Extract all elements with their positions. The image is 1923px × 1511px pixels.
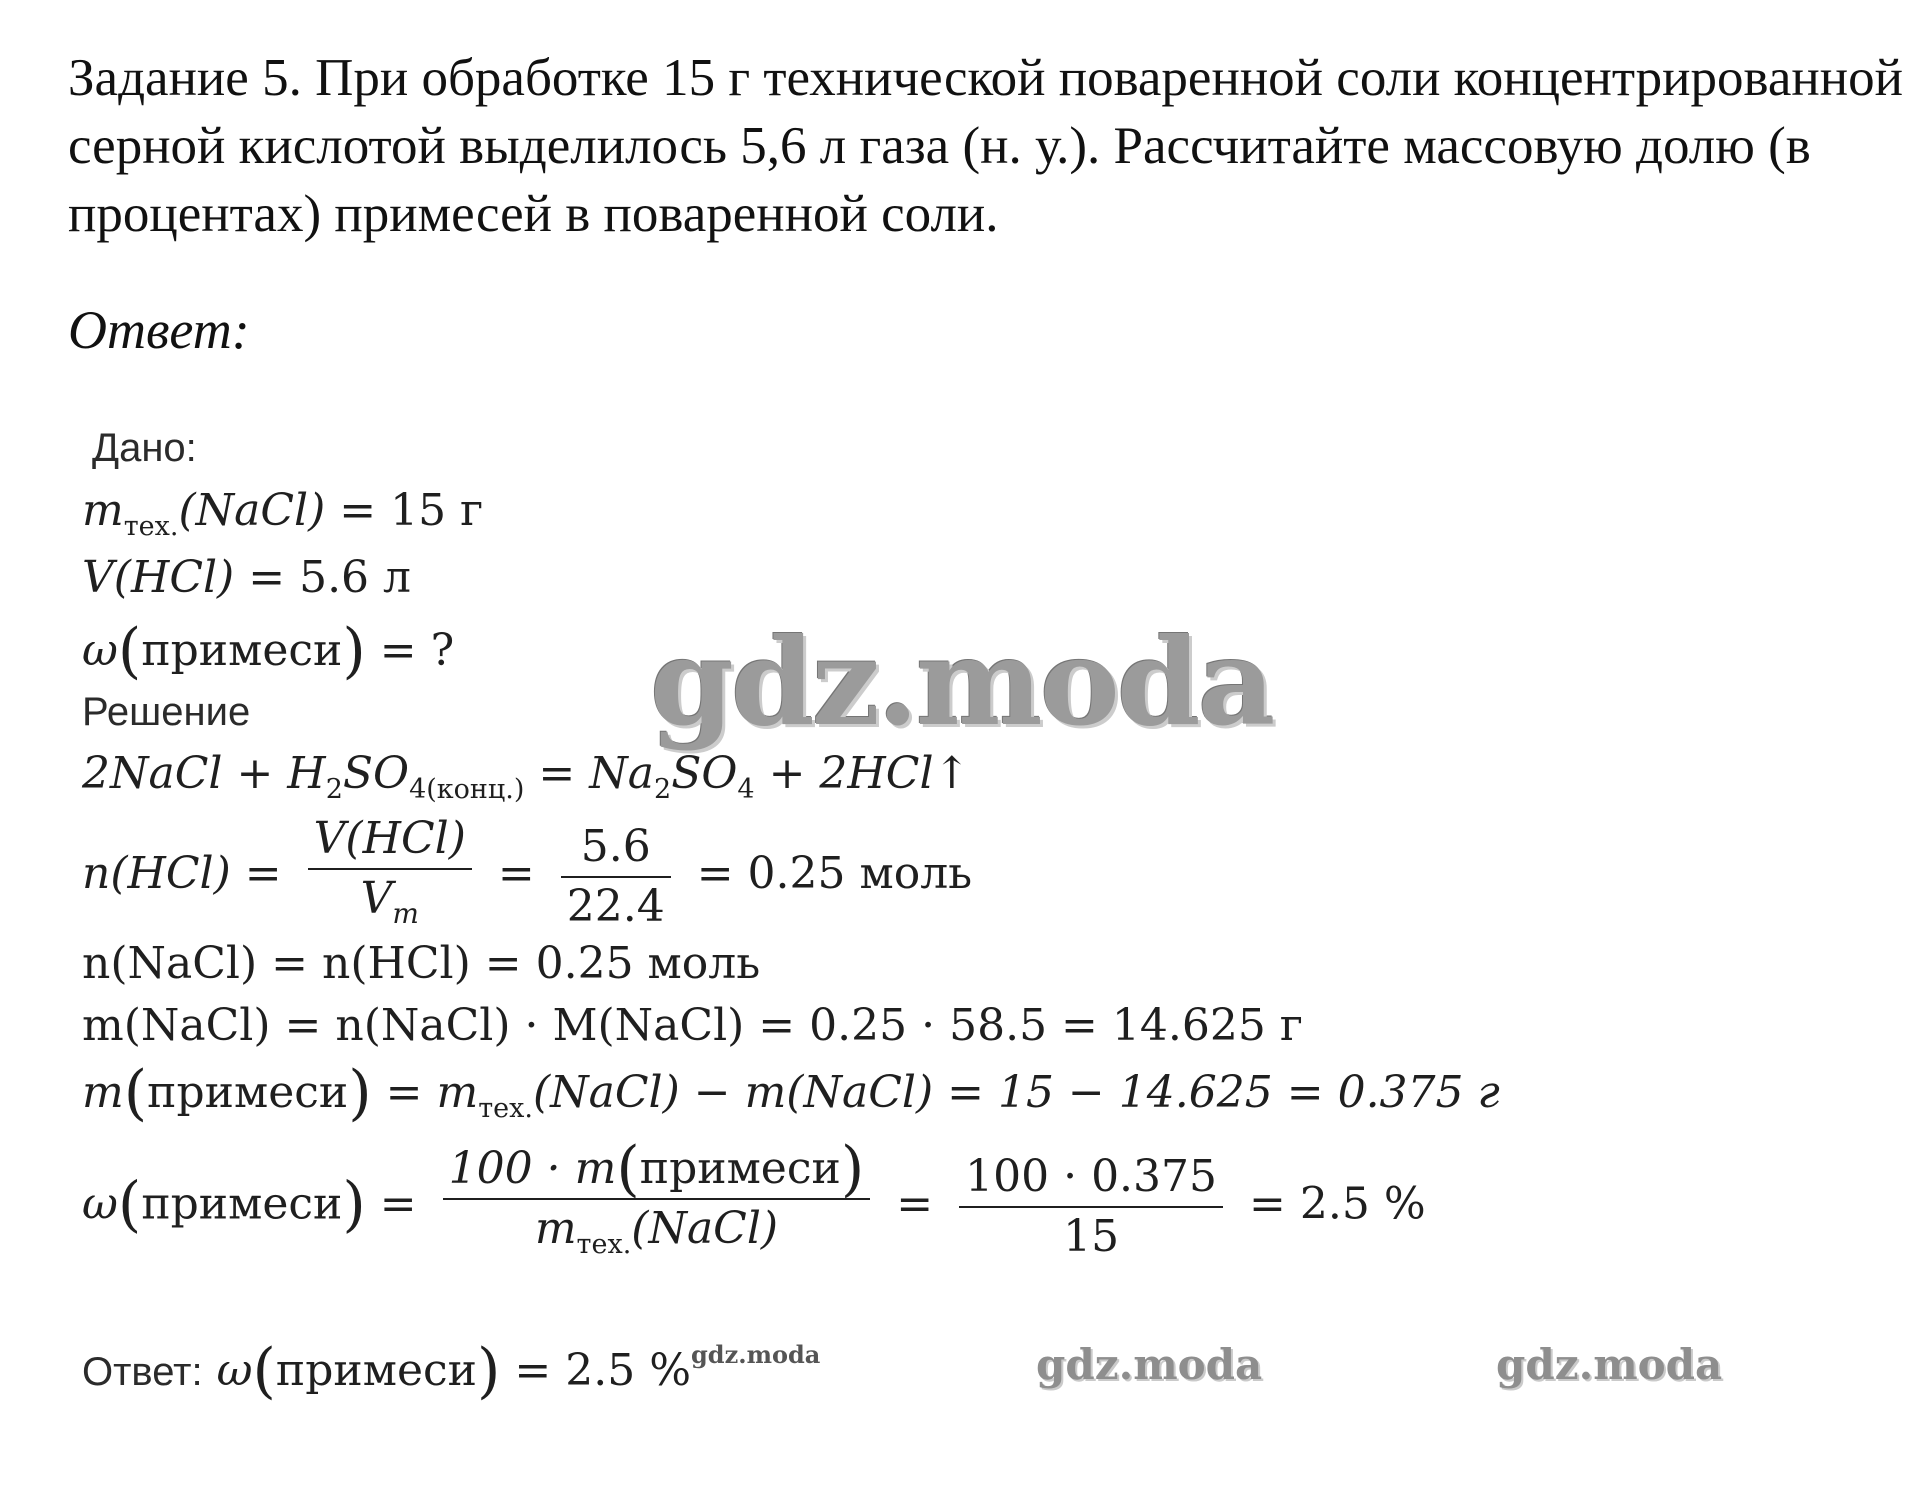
task-text: Задание 5. При обработке 15 г технической поваренной соли концентрированной серной кислотой выделилось 5,6 л газа (н. у.). Рассчитайте массовую долю (в процентах) примесей в поваренной соли. [68,49,1903,243]
moles-hcl-fraction-formula: $\frac{\text{V(HCl)}}{V_m}$ [308,810,472,943]
given-omega-value: = ? [379,625,455,676]
fraction-impurity-result: = 2.5 % [1249,1178,1426,1230]
given-volume-lhs: V(HCl) [82,552,235,603]
given-label: Дано: [92,426,197,470]
given-mass-line [82,485,483,542]
final-answer-label: Ответ: [82,1350,203,1394]
given-fraction-line: ω(примеси) = ? [82,616,455,686]
mass-nacl-line: m(NaCl) = n(NaCl) · M(NaCl) = 0.25 · 58.5 = 14.625 г [82,1000,1303,1051]
moles-hcl-lhs: n(HCl) = [82,848,282,899]
given-mass-value: = 15 г [339,485,484,536]
fraction-impurity-values: $\frac{100 \cdot 0.375}{15}$ [959,1148,1223,1266]
watermark-main: gdz.moda [650,612,1273,753]
final-answer-line: Ответ: ω(примеси) = 2.5 %$^{gdz.moda}$ [82,1336,821,1406]
given-mass-arg: (NaCl) [178,485,326,536]
solution-label: Решение [82,690,251,734]
watermark-bottom-2: gdz.moda [1496,1340,1723,1389]
reaction-equation: 2NaCl + $H_2SO_{4(конц.)} = Na_2SO_4$ + 2HCl↑ [82,748,971,805]
moles-hcl-result: = 0.25 моль [696,848,973,899]
watermark-tiny: gdz.moda [691,1340,821,1369]
fraction-impurity-line: ω(примеси) = $\frac{\text{100 · m(примеси)}}{m_{тех.}(NaCl)}$ = $\frac{100 \cdot 0.375}{15}$ = 2.5 % [82,1140,1426,1274]
moles-hcl-fraction-values: $\frac{5.6}{22.4}$ [561,818,671,936]
moles-nacl-line: n(NaCl) = n(HCl) = 0.25 моль [82,938,761,989]
given-volume-value: = 5.6 л [248,552,411,603]
fraction-impurity-formula: $\frac{\text{100 · m(примеси)}}{m_{тех.}(NaCl)}$ [443,1140,871,1274]
given-volume-line [82,552,411,603]
given-omega-symbol: ω [82,625,118,676]
moles-hcl-line: n(HCl) = $\frac{\text{V(HCl)}}{V_m}$ = $\frac{5.6}{22.4}$ = 0.25 моль [82,810,972,943]
mass-impurity-line: m(примеси) = $m_{тех.}(NaCl)$ − m(NaCl) = 15 − 14.625 = 0.375 г [82,1058,1500,1128]
given-mass-sub: тех. [123,511,179,542]
answer-heading: Ответ: [68,300,250,360]
given-mass-symbol: m [82,485,124,536]
watermark-bottom-1: gdz.moda [1036,1340,1263,1389]
given-omega-arg: примеси [141,625,343,676]
